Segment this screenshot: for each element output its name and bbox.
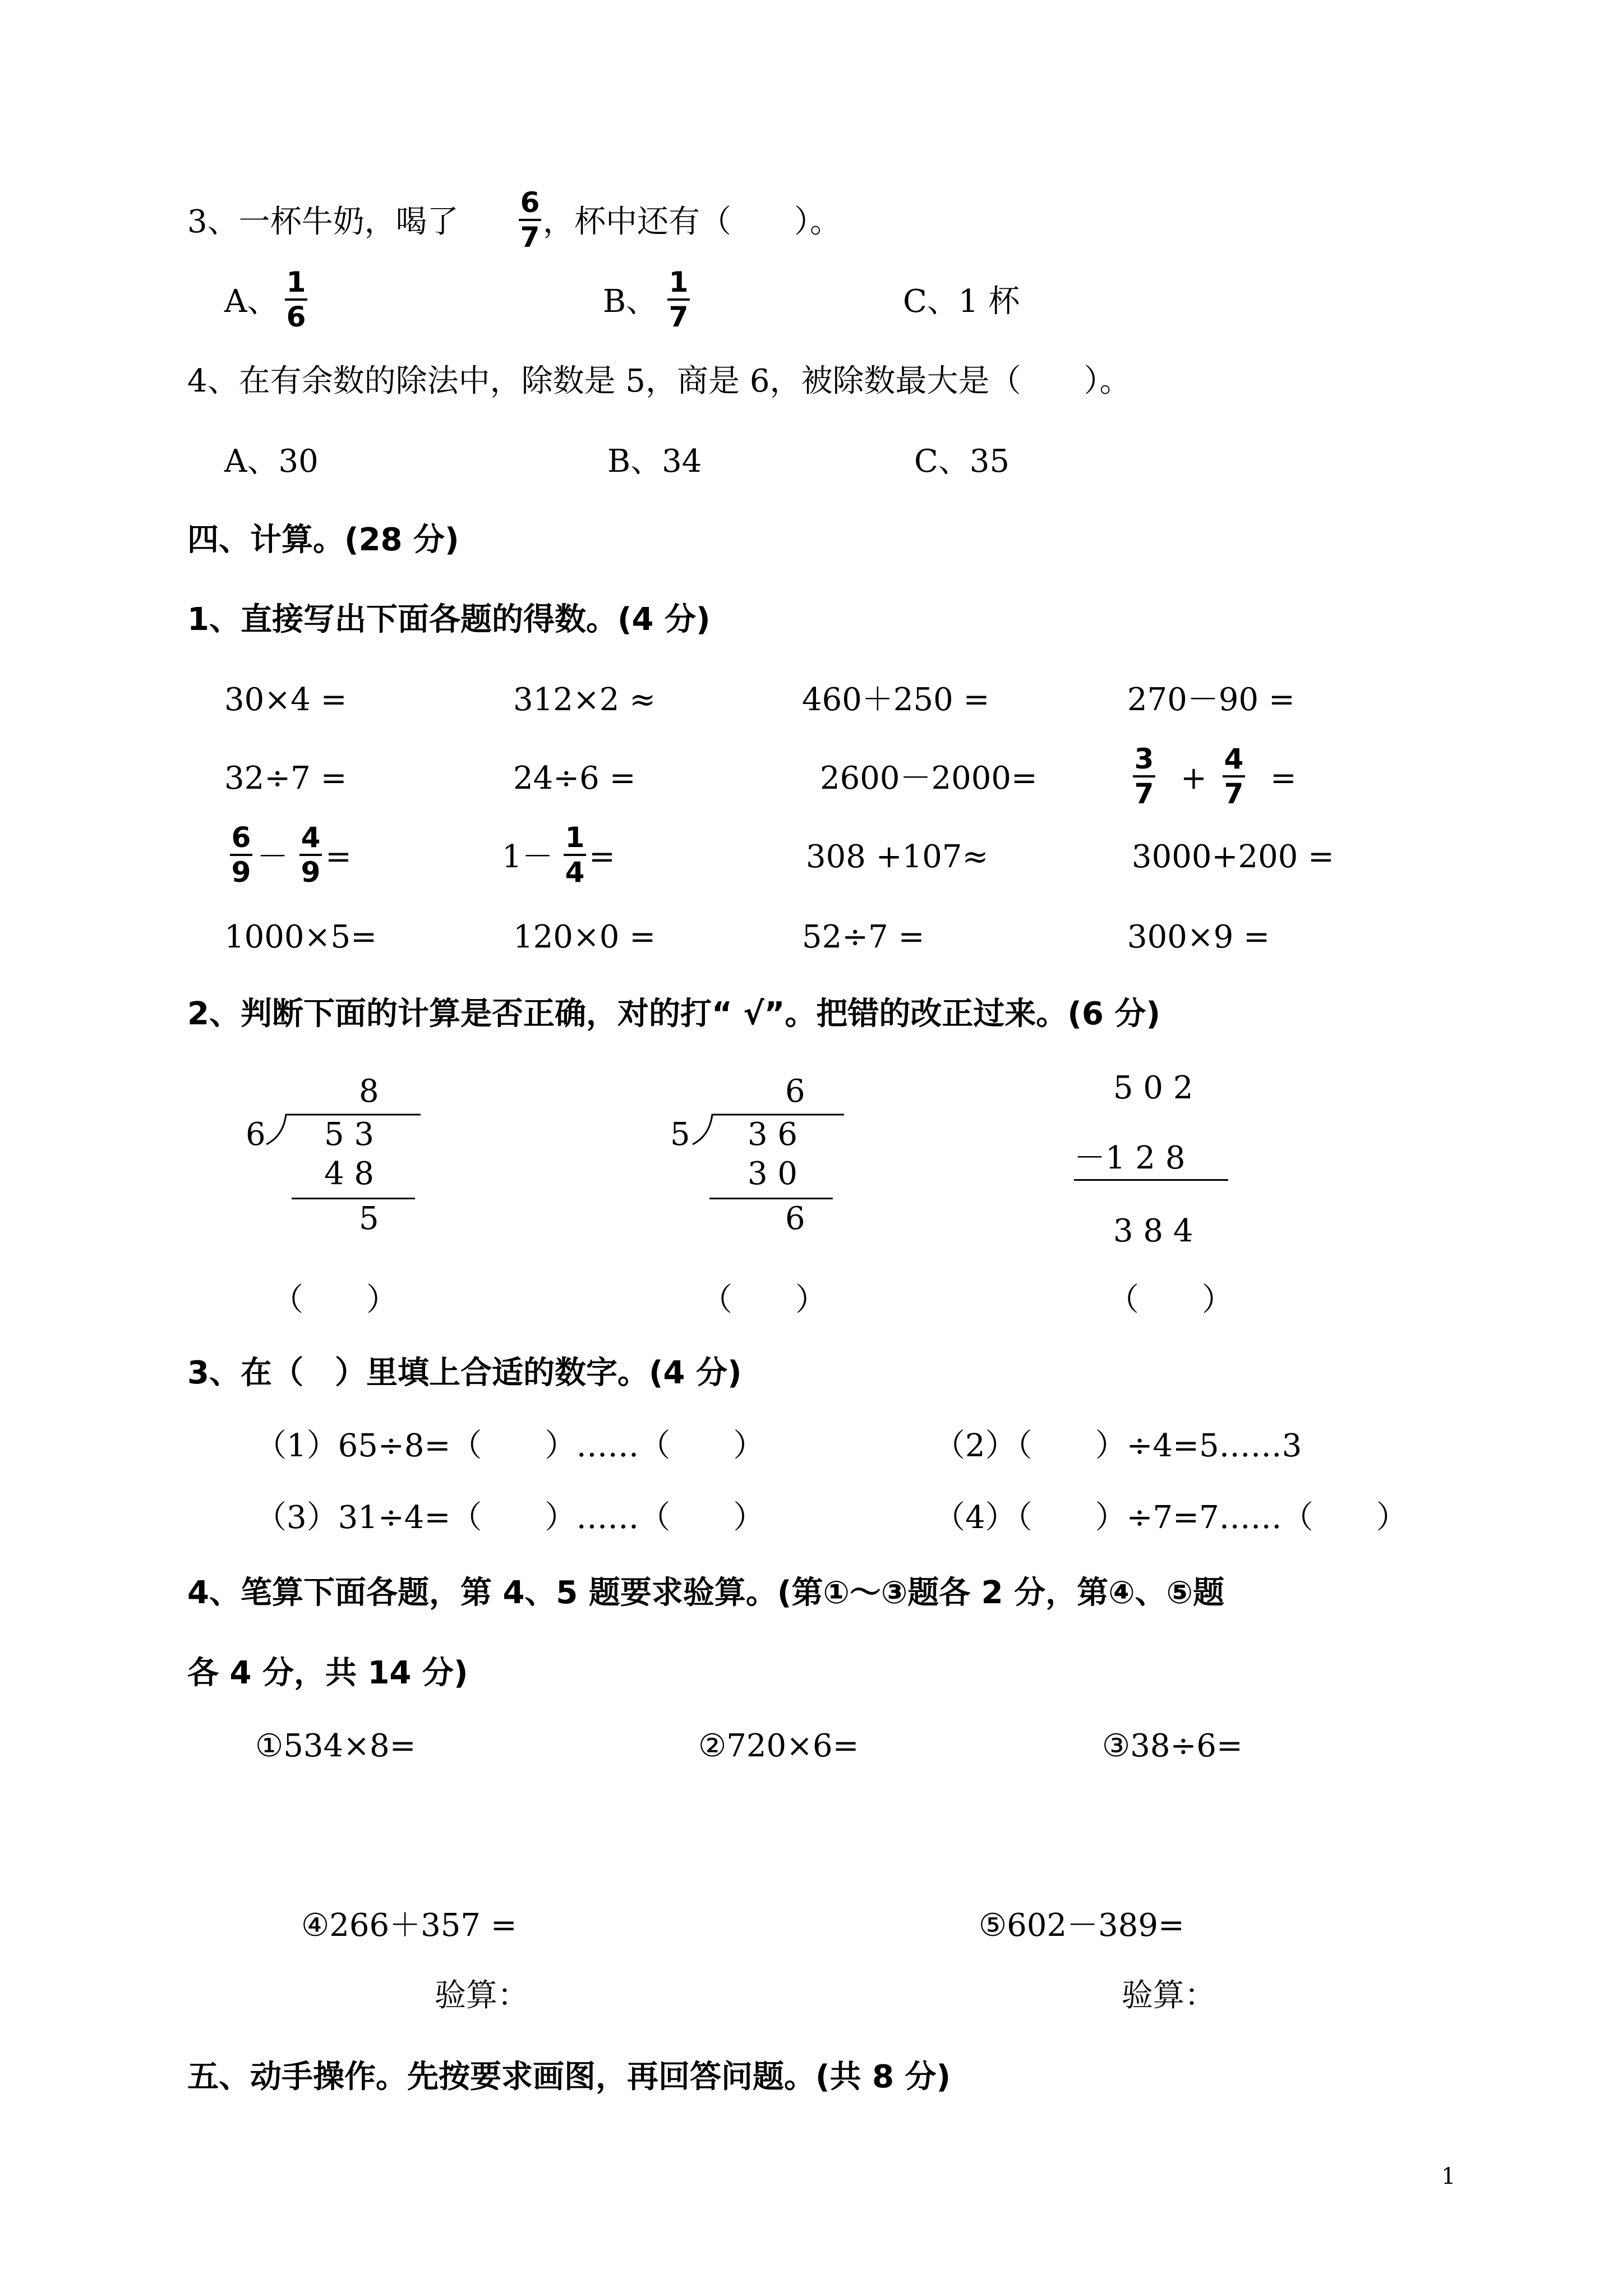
sub-answer-paren: （ ） <box>1108 1282 1233 1318</box>
div2-underline <box>709 1198 833 1199</box>
calc-r3-frac-b <box>299 821 322 889</box>
div1-dividend: 5 3 <box>324 1116 375 1153</box>
div2-product: 3 0 <box>748 1156 798 1192</box>
calc-r3-frac-a <box>230 821 252 889</box>
div1-quotient: 8 <box>359 1073 379 1110</box>
frac-den: 7 <box>1224 777 1244 810</box>
fill-item-4: （4）（ ）÷7=7……（ ） <box>934 1499 1408 1536</box>
div1-divisor: 6 <box>246 1116 266 1153</box>
written-calc-5: ⑤602－389= <box>979 1907 1184 1944</box>
written-calc-2: ②720×6= <box>698 1728 859 1764</box>
div2-dividend: 3 6 <box>748 1116 798 1153</box>
calc-r3-c4: 3000+200 = <box>1132 839 1335 875</box>
part-3-title: 3、在（ ）里填上合适的数字。(4 分) <box>187 1355 742 1391</box>
q3-option-a-fraction <box>285 266 307 333</box>
div1-underline <box>292 1198 415 1199</box>
calc-r3-frac-c <box>564 821 586 889</box>
fill-item-3: （3）31÷4=（ ）……（ ） <box>255 1499 765 1536</box>
part-2-title: 2、判断下面的计算是否正确，对的打“ √”。把错的改正过来。(6 分) <box>187 996 1161 1032</box>
part-4-title-line-2: 各 4 分，共 14 分) <box>187 1655 468 1691</box>
written-calc-3: ③38÷6= <box>1102 1728 1243 1764</box>
q3-option-c: C、1 杯 <box>903 283 1020 320</box>
calc-r1-c1: 30×4 = <box>224 682 347 718</box>
div1-remainder: 5 <box>359 1200 379 1237</box>
div2-remainder: 6 <box>785 1200 805 1237</box>
q3-text-prefix: 3、一杯牛奶，喝了 <box>187 204 459 240</box>
frac-den: 4 <box>565 856 585 889</box>
frac-num: 1 <box>565 821 585 854</box>
frac-num: 1 <box>668 266 689 298</box>
page-number: 1 <box>1441 2164 1456 2189</box>
check-label-2: 验算： <box>1122 1977 1216 2014</box>
written-calc-1: ①534×8= <box>255 1728 416 1764</box>
section-5-title: 五、动手操作。先按要求画图，再回答问题。(共 8 分) <box>187 2059 951 2095</box>
calc-r4-c4: 300×9 = <box>1127 919 1270 955</box>
section-4-title: 四、计算。(28 分) <box>187 522 459 558</box>
frac-den: 9 <box>231 856 251 889</box>
frac-den: 7 <box>668 301 689 333</box>
q3-frac-num: 6 <box>520 186 540 219</box>
q3-frac-den: 7 <box>520 221 540 254</box>
calc-r3-eq2: = <box>589 839 615 875</box>
written-calc-4: ④266＋357 = <box>301 1907 517 1944</box>
part-1-title: 1、直接写出下面各题的得数。(4 分) <box>187 601 711 638</box>
part-4-title-line-1: 4、笔算下面各题，第 4、5 题要求验算。(第①～③题各 2 分，第④、⑤题 <box>187 1575 1225 1611</box>
fill-item-1: （1）65÷8=（ ）……（ ） <box>255 1428 765 1464</box>
calc-r3-c3: 308 +107≈ <box>806 839 989 875</box>
calc-r4-c2: 120×0 = <box>513 919 656 955</box>
frac-num: 4 <box>1224 743 1244 775</box>
div2-divisor: 5 <box>670 1116 690 1153</box>
calc-r2-c1: 32÷7 = <box>224 760 347 797</box>
calc-r1-c3: 460＋250 = <box>802 682 990 718</box>
calc-r2-eq: = <box>1270 760 1297 797</box>
div2-quotient: 6 <box>785 1073 805 1110</box>
calc-r3-eq: = <box>325 839 352 875</box>
calc-r4-c1: 1000×5= <box>224 919 377 955</box>
sub-result: 3 8 4 <box>1113 1213 1193 1249</box>
calc-r3-one-minus: 1－ <box>502 839 554 875</box>
q3-option-a-label: A、 <box>224 283 279 320</box>
frac-num: 3 <box>1134 743 1154 775</box>
frac-den: 7 <box>1134 777 1154 810</box>
q3-option-b-fraction <box>667 266 690 333</box>
calc-r4-c3: 52÷7 = <box>802 919 925 955</box>
q4-option-a: A、30 <box>224 443 319 480</box>
div1-answer-paren: （ ） <box>272 1282 398 1318</box>
frac-den: 6 <box>286 301 306 333</box>
q3-fraction <box>519 186 541 254</box>
q4-text: 4、在有余数的除法中，除数是 5，商是 6，被除数最大是（ ）。 <box>187 363 1131 399</box>
check-label-1: 验算： <box>435 1977 529 2014</box>
fill-item-2: （2）（ ）÷4=5……3 <box>934 1428 1302 1464</box>
q4-option-c: C、35 <box>914 443 1010 480</box>
sub-underline <box>1074 1179 1228 1181</box>
calc-r1-c4: 270－90 = <box>1127 682 1295 718</box>
frac-num: 6 <box>231 821 251 854</box>
calc-r2-c3: 2600－2000= <box>820 760 1038 797</box>
calc-r2-plus: + <box>1181 760 1207 797</box>
div2-answer-paren: （ ） <box>701 1282 827 1318</box>
q3-option-b-label: B、 <box>603 283 658 320</box>
q3-text-suffix: ，杯中还有（ ）。 <box>543 204 841 240</box>
calc-r2-frac-a <box>1133 743 1155 810</box>
frac-den: 9 <box>301 856 321 889</box>
calc-r3-minus: － <box>257 839 288 875</box>
sub-top: 5 0 2 <box>1113 1070 1193 1106</box>
frac-num: 1 <box>286 266 306 298</box>
sub-bottom: －1 2 8 <box>1074 1140 1186 1176</box>
div1-product: 4 8 <box>324 1156 375 1192</box>
q4-option-b: B、34 <box>607 443 702 480</box>
calc-r2-frac-b <box>1223 743 1245 810</box>
frac-num: 4 <box>301 821 321 854</box>
calc-r2-c2: 24÷6 = <box>513 760 636 797</box>
calc-r1-c2: 312×2 ≈ <box>513 682 656 718</box>
